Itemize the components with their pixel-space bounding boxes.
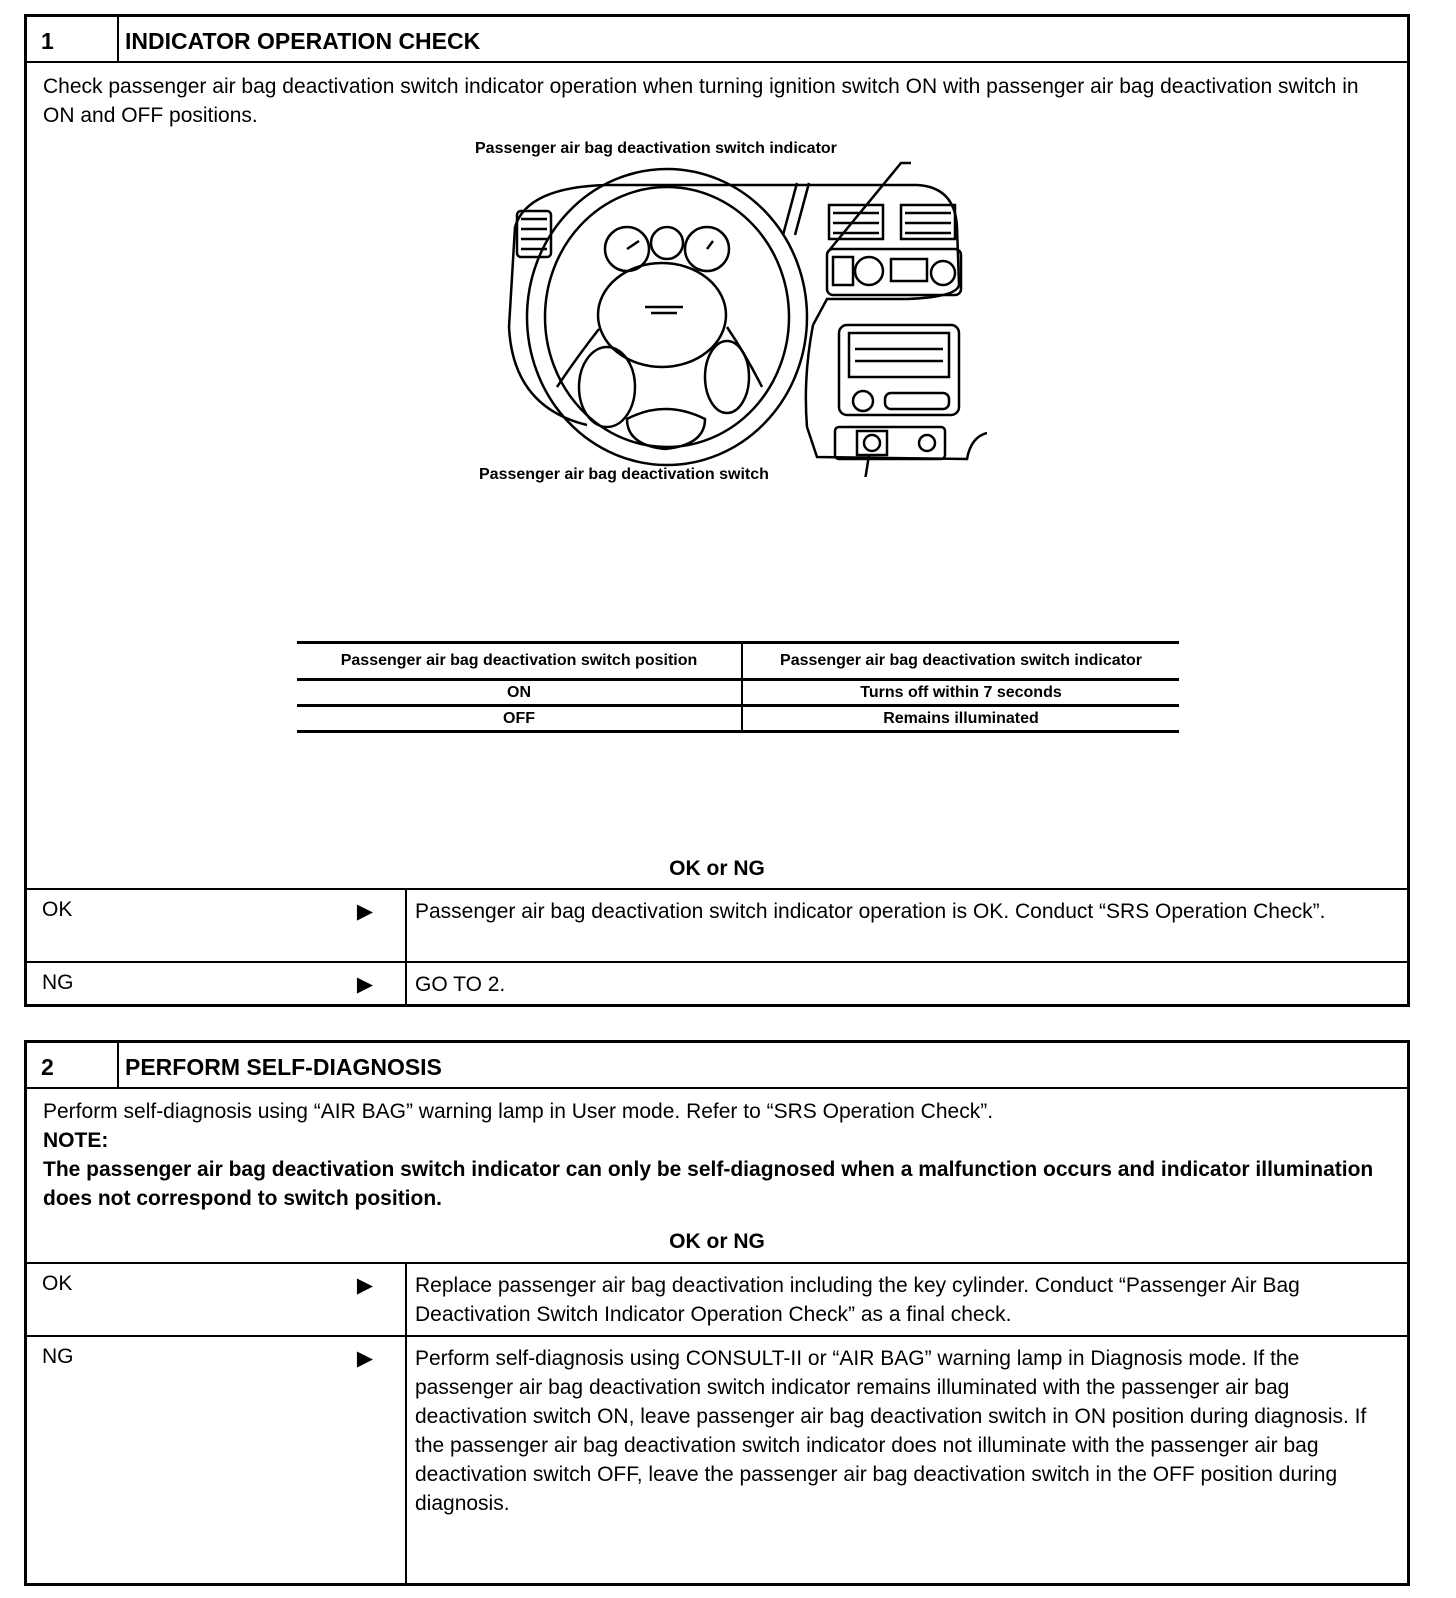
dashboard-illustration — [487, 157, 987, 477]
result-text: Replace passenger air bag deactivation including the key cylinder. Conduct “Passenger Air Bag Deactivation Switch Indicator Operation Check” as a final check. — [405, 1264, 1407, 1335]
result-row-ng — [27, 961, 1407, 1005]
table-cell: OFF — [297, 706, 742, 732]
step-number: 2 — [27, 1043, 119, 1087]
result-label: NG — [42, 971, 74, 994]
step-2-instruction: Perform self-diagnosis using “AIR BAG” warning lamp in User mode. Refer to “SRS Operation Check”. — [43, 1100, 994, 1123]
result-row-ok — [27, 1262, 1407, 1335]
arrow-right-icon: ▶ — [356, 1274, 374, 1297]
result-label: OK — [42, 1272, 73, 1295]
ok-or-ng-label: OK or NG — [669, 1230, 765, 1253]
arrow-right-icon: ▶ — [356, 973, 374, 996]
note-text: The passenger air bag deactivation switch indicator can only be self-diagnosed when a malfunction occurs and indicator illumination does not correspond to switch position. — [43, 1158, 1374, 1210]
table-header-indicator: Passenger air bag deactivation switch indicator — [742, 643, 1179, 680]
step-number: 1 — [27, 17, 119, 61]
switch-status-table — [297, 641, 1179, 733]
ok-or-ng-label: OK or NG — [669, 857, 765, 880]
arrow-right-icon: ▶ — [356, 1347, 374, 1370]
table-header-position: Passenger air bag deactivation switch position — [297, 643, 742, 680]
table-cell: Remains illuminated — [742, 706, 1179, 732]
result-text: GO TO 2. — [405, 963, 1407, 1005]
table-row — [297, 680, 1179, 706]
result-text: Passenger air bag deactivation switch indicator operation is OK. Conduct “SRS Operation Check”. — [405, 890, 1407, 961]
step-title: PERFORM SELF-DIAGNOSIS — [125, 1054, 442, 1080]
arrow-right-icon: ▶ — [356, 900, 374, 923]
result-label: OK — [42, 898, 73, 921]
step-1-box — [24, 14, 1410, 1007]
step-title: INDICATOR OPERATION CHECK — [125, 28, 481, 54]
result-text: Perform self-diagnosis using CONSULT-II or “AIR BAG” warning lamp in Diagnosis mode. If the passenger air bag deactivation switch indicator remains illuminated with the passenger air bag deactivation switch ON, leave passenger air bag deactivation switch in ON position during diagnosis. If the passenger air bag deactivation switch indicator does not illuminate with the passenger air bag deactivation switch OFF, leave the passenger air bag deactivation switch in the OFF position during diagnosis. — [405, 1337, 1407, 1584]
table-cell: Turns off within 7 seconds — [742, 680, 1179, 706]
step-1-header — [27, 17, 1407, 63]
result-label: NG — [42, 1345, 74, 1368]
step-1-instruction: Check passenger air bag deactivation switch indicator operation when turning ignition switch ON with passenger air bag deactivation switch in ON and OFF positions. — [43, 75, 1359, 127]
note-label: NOTE: — [43, 1129, 109, 1152]
result-row-ok — [27, 888, 1407, 961]
figure-label-switch: Passenger air bag deactivation switch — [479, 466, 769, 483]
result-row-ng — [27, 1335, 1407, 1584]
step-2-instruction-block — [27, 1089, 1407, 1213]
step-2-header — [27, 1043, 1407, 1089]
figure-label-indicator: Passenger air bag deactivation switch indicator — [475, 140, 837, 157]
table-row — [297, 706, 1179, 732]
step-2-box — [24, 1040, 1410, 1586]
table-cell: ON — [297, 680, 742, 706]
